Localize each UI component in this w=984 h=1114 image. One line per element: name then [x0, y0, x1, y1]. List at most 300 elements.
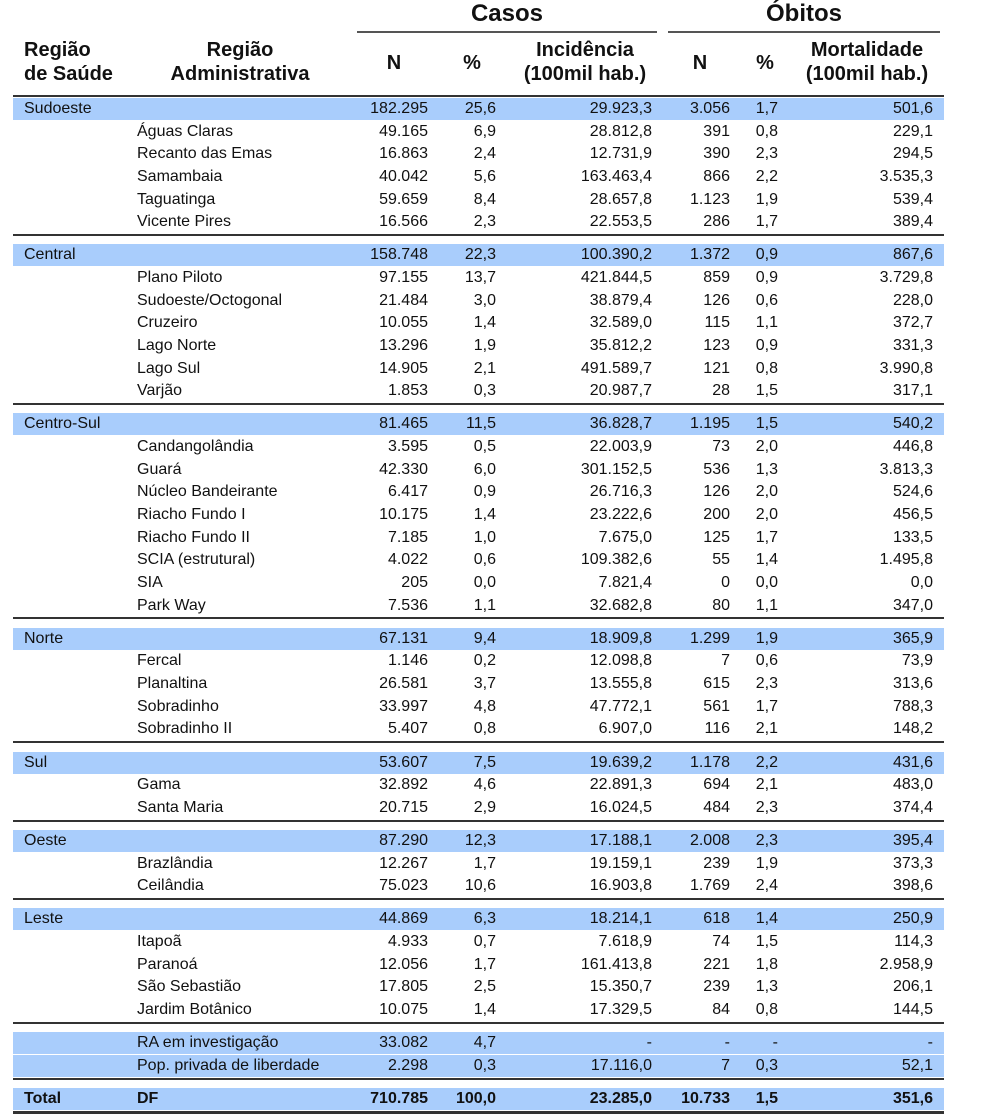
ra-name: Santa Maria: [137, 798, 224, 816]
region-name: Centro-Sul: [24, 415, 101, 433]
cell-obitos-pct: 0,9: [755, 269, 778, 287]
cell-incidencia: 18.214,1: [589, 910, 652, 928]
cell-obitos-n: 74: [712, 933, 730, 951]
section-rule: [13, 820, 944, 822]
cell-casos-pct: 0,3: [473, 1056, 496, 1074]
cell-mortalidade: 114,3: [894, 933, 933, 951]
extra-row: [0, 1034, 984, 1054]
cell-casos-pct: 4,7: [473, 1034, 496, 1052]
cell-obitos-pct: 0,8: [755, 1001, 778, 1019]
cell-casos-pct: 100,0: [455, 1090, 496, 1107]
cell-incidencia: 7.821,4: [598, 574, 652, 591]
cell-obitos-n: 239: [703, 978, 730, 996]
cell-mortalidade: 3.813,3: [879, 460, 933, 478]
cell-obitos-pct: 1,9: [755, 629, 778, 647]
cell-obitos-pct: 2,0: [755, 483, 778, 501]
header-casos-n: N: [386, 52, 402, 74]
total-row: [0, 1090, 984, 1110]
cell-obitos-n: 239: [703, 854, 730, 872]
cell-obitos-n: 116: [704, 720, 730, 738]
cell-incidencia: 29.923,3: [589, 100, 652, 117]
ra-name: Núcleo Bandeirante: [137, 483, 278, 501]
cell-casos-n: 205: [401, 574, 428, 591]
cell-obitos-pct: 1,4: [755, 910, 778, 928]
cell-casos-n: 49.165: [379, 122, 428, 140]
cell-obitos-n: 10.733: [681, 1090, 730, 1107]
region-row: [0, 415, 984, 435]
cell-incidencia: 23.222,6: [589, 506, 652, 524]
ra-name: Candangolândia: [137, 438, 254, 456]
cell-mortalidade: 372,7: [892, 314, 933, 332]
cell-incidencia: 17.188,1: [589, 832, 652, 849]
cell-obitos-n: 28: [712, 382, 730, 400]
header-incidencia: [510, 38, 660, 86]
cell-casos-pct: 0,2: [473, 652, 496, 670]
cell-casos-pct: 1,4: [473, 506, 496, 524]
cell-casos-n: 26.581: [379, 675, 428, 693]
cell-casos-n: 12.267: [379, 854, 428, 872]
cell-obitos-n: 561: [703, 697, 730, 715]
cell-casos-n: 20.715: [379, 798, 428, 816]
cell-obitos-pct: 1,5: [755, 415, 778, 433]
cell-obitos-pct: 1,5: [755, 933, 778, 951]
cell-casos-pct: 6,3: [473, 910, 496, 928]
cell-casos-n: 182.295: [370, 100, 428, 117]
ra-name: Fercal: [137, 652, 182, 670]
header-obitos-pct: %: [756, 52, 774, 74]
header-mortalidade-line1: Mortalidade: [810, 39, 924, 61]
cell-obitos-n: 1.769: [689, 877, 730, 895]
cell-mortalidade: 52,1: [901, 1056, 933, 1074]
region-name: Norte: [24, 629, 64, 647]
header-mortalidade-line2: (100mil hab.): [805, 63, 929, 85]
cell-mortalidade: 374,4: [892, 798, 933, 816]
section-rule: [13, 234, 944, 236]
cell-mortalidade: 540,2: [892, 415, 933, 433]
cell-obitos-n: 615: [703, 675, 730, 693]
section-rule: [13, 1111, 944, 1114]
cell-obitos-pct: 2,1: [755, 720, 778, 738]
cell-incidencia: 18.909,8: [589, 629, 652, 647]
extra-row: [0, 1057, 984, 1077]
cell-obitos-pct: 0,9: [755, 337, 778, 354]
header-rule: [13, 95, 944, 97]
ra-name: Águas Claras: [137, 122, 234, 140]
ra-row: [0, 698, 984, 718]
cell-incidencia: 20.987,7: [589, 382, 652, 400]
header-regiao-administrativa: [150, 38, 330, 86]
cell-casos-n: 6.417: [387, 483, 428, 501]
ra-row: [0, 213, 984, 233]
cell-casos-n: 16.566: [379, 213, 428, 231]
cell-casos-n: 87.290: [379, 832, 428, 849]
cell-mortalidade: 206,1: [892, 978, 933, 996]
header-regiao-saude-line1: Região: [24, 39, 91, 61]
cell-casos-pct: 10,6: [464, 877, 496, 895]
cell-casos-pct: 6,9: [473, 122, 496, 140]
cell-obitos-pct: 0,6: [755, 291, 778, 309]
cell-obitos-pct: 0,3: [755, 1056, 778, 1074]
ra-row: [0, 269, 984, 289]
ra-row: [0, 337, 984, 357]
cell-casos-n: 1.853: [387, 382, 428, 400]
ra-row: [0, 855, 984, 875]
cell-obitos-n: 484: [703, 798, 730, 816]
cell-obitos-pct: 0,0: [755, 574, 778, 591]
header-regiao-admin-line2: Administrativa: [170, 63, 310, 85]
cell-incidencia: 32.589,0: [589, 314, 652, 332]
cell-mortalidade: 347,0: [892, 596, 933, 614]
cell-casos-pct: 0,3: [473, 382, 496, 400]
cell-casos-pct: 1,0: [473, 528, 496, 546]
cell-casos-n: 40.042: [379, 167, 428, 185]
header-incidencia-line2: (100mil hab.): [523, 63, 647, 85]
cell-casos-n: 10.175: [379, 506, 428, 524]
cell-obitos-n: 1.178: [689, 753, 730, 771]
cell-obitos-n: 55: [712, 551, 730, 569]
cell-casos-n: 14.905: [379, 359, 428, 377]
cell-casos-pct: 0,7: [473, 933, 496, 951]
cell-obitos-n: 115: [704, 314, 730, 332]
ra-row: [0, 292, 984, 312]
cell-casos-n: 97.155: [379, 269, 428, 287]
ra-row: [0, 461, 984, 481]
ra-row: [0, 123, 984, 143]
ra-row: [0, 933, 984, 953]
cell-casos-pct: 2,1: [473, 359, 496, 377]
region-name: Leste: [24, 910, 64, 928]
cell-mortalidade: 228,0: [892, 291, 933, 309]
cell-obitos-n: 618: [703, 910, 730, 928]
total-label: Total: [24, 1090, 62, 1107]
ra-name: Plano Piloto: [137, 269, 223, 287]
cell-casos-n: 13.296: [379, 337, 428, 354]
cell-incidencia: 491.589,7: [580, 359, 652, 377]
ra-name: Cruzeiro: [137, 314, 198, 332]
cell-obitos-n: 1.372: [689, 246, 730, 264]
cell-incidencia: 163.463,4: [580, 167, 652, 185]
cell-incidencia: -: [646, 1034, 652, 1052]
ra-name: Riacho Fundo II: [137, 528, 250, 546]
ra-name: Recanto das Emas: [137, 145, 273, 163]
ra-row: [0, 597, 984, 617]
cell-casos-pct: 1,7: [473, 955, 496, 973]
cell-casos-pct: 1,4: [473, 314, 496, 332]
cell-incidencia: 13.555,8: [589, 675, 652, 693]
cell-incidencia: 7.675,0: [598, 528, 652, 546]
ra-name: Paranoá: [137, 955, 198, 973]
cell-obitos-n: 126: [703, 291, 730, 309]
cell-incidencia: 28.657,8: [589, 190, 652, 208]
cell-obitos-n: 391: [703, 122, 730, 140]
cell-obitos-n: 0: [721, 574, 730, 591]
cell-obitos-pct: 1,9: [755, 854, 778, 872]
cell-obitos-n: 123: [703, 337, 730, 354]
cell-casos-n: 1.146: [387, 652, 428, 670]
cell-casos-pct: 6,0: [473, 460, 496, 478]
cell-mortalidade: 73,9: [901, 652, 933, 670]
cell-mortalidade: 229,1: [892, 122, 933, 140]
ra-row: [0, 483, 984, 503]
cell-incidencia: 17.329,5: [589, 1001, 652, 1019]
region-name: Central: [24, 246, 76, 264]
cell-incidencia: 22.003,9: [589, 438, 652, 456]
cell-incidencia: 47.772,1: [589, 697, 652, 715]
section-rule: [13, 741, 944, 743]
ra-name: Jardim Botânico: [137, 1001, 252, 1019]
cell-mortalidade: 373,3: [892, 854, 933, 872]
ra-row: [0, 1001, 984, 1021]
cell-obitos-n: 84: [712, 1001, 730, 1019]
ra-name: SIA: [137, 574, 163, 591]
cell-casos-n: 59.659: [379, 190, 428, 208]
extra-name: RA em investigação: [137, 1034, 279, 1052]
cell-mortalidade: 501,6: [892, 100, 933, 117]
ra-row: [0, 382, 984, 402]
cell-obitos-n: 866: [703, 167, 730, 185]
cell-incidencia: 12.098,8: [589, 652, 652, 670]
ra-name: Planaltina: [137, 675, 208, 693]
cell-obitos-n: 694: [703, 776, 730, 794]
cell-obitos-pct: 1,5: [755, 382, 778, 400]
cell-casos-n: 42.330: [379, 460, 428, 478]
cell-obitos-n: 1.195: [689, 415, 730, 433]
cell-casos-pct: 0,9: [473, 483, 496, 501]
cell-obitos-n: 200: [703, 506, 730, 524]
cell-casos-n: 53.607: [379, 753, 428, 771]
region-row: [0, 832, 984, 852]
cell-casos-n: 81.465: [379, 415, 428, 433]
cell-obitos-n: 80: [712, 596, 730, 614]
cell-incidencia: 19.639,2: [589, 753, 652, 771]
cell-casos-n: 10.055: [379, 314, 428, 332]
cell-obitos-pct: 1,7: [755, 528, 778, 546]
cell-mortalidade: 0,0: [910, 574, 933, 591]
cell-obitos-pct: 0,8: [755, 359, 778, 377]
header-obitos-n: N: [692, 52, 708, 74]
region-name: Oeste: [24, 832, 67, 849]
cell-mortalidade: 3.990,8: [879, 359, 933, 377]
cell-casos-pct: 3,0: [473, 291, 496, 309]
ra-row: [0, 877, 984, 897]
ra-name: Samambaia: [137, 167, 223, 185]
cell-casos-n: 33.997: [379, 697, 428, 715]
cell-casos-pct: 9,4: [473, 629, 496, 647]
cell-mortalidade: 133,5: [892, 528, 933, 546]
cell-obitos-pct: 2,3: [755, 675, 778, 693]
cell-obitos-pct: 0,8: [755, 122, 778, 140]
cell-obitos-n: 286: [703, 213, 730, 231]
ra-row: [0, 652, 984, 672]
cell-mortalidade: 483,0: [892, 776, 933, 794]
cell-mortalidade: 1.495,8: [879, 551, 933, 569]
cell-casos-n: 7.536: [387, 596, 428, 614]
ra-name: Vicente Pires: [137, 213, 231, 231]
cell-casos-pct: 25,6: [464, 100, 496, 117]
header-regiao-saude-line2: de Saúde: [24, 63, 113, 85]
cell-mortalidade: 2.958,9: [879, 955, 933, 973]
cell-incidencia: 16.024,5: [589, 798, 652, 816]
cell-mortalidade: 250,9: [892, 910, 933, 928]
header-casos-pct: %: [463, 52, 481, 74]
obitos-group-underline: [668, 31, 940, 33]
cell-mortalidade: 539,4: [892, 190, 933, 208]
cell-incidencia: 16.903,8: [589, 877, 652, 895]
region-row: [0, 910, 984, 930]
cell-obitos-pct: 2,2: [755, 753, 778, 771]
cell-mortalidade: 3.535,3: [879, 167, 933, 185]
cell-casos-n: 710.785: [370, 1090, 428, 1107]
cell-casos-pct: 22,3: [464, 246, 496, 264]
cell-mortalidade: 431,6: [892, 753, 933, 771]
cell-incidencia: 22.891,3: [589, 776, 652, 794]
cell-casos-pct: 0,8: [473, 720, 496, 738]
cell-casos-pct: 3,7: [473, 675, 496, 693]
ra-row: [0, 438, 984, 458]
ra-row: [0, 360, 984, 380]
cell-casos-pct: 8,4: [473, 190, 496, 208]
cell-casos-n: 5.407: [387, 720, 428, 738]
cell-obitos-n: 2.008: [689, 832, 730, 849]
cell-obitos-n: -: [724, 1034, 730, 1052]
cell-casos-pct: 2,3: [473, 213, 496, 231]
cell-incidencia: 12.731,9: [589, 145, 652, 163]
cell-obitos-pct: 1,3: [755, 460, 778, 478]
cell-incidencia: 32.682,8: [589, 596, 652, 614]
cell-obitos-pct: 1,7: [755, 100, 778, 117]
cell-mortalidade: 365,9: [892, 629, 933, 647]
ra-name: Sobradinho II: [137, 720, 233, 738]
cell-casos-pct: 2,4: [473, 145, 496, 163]
cell-mortalidade: 524,6: [892, 483, 933, 501]
ra-row: [0, 675, 984, 695]
ra-row: [0, 978, 984, 998]
cell-obitos-pct: 1,8: [755, 955, 778, 973]
cell-incidencia: 36.828,7: [589, 415, 652, 433]
cell-casos-pct: 2,9: [473, 798, 496, 816]
cell-incidencia: 7.618,9: [598, 933, 652, 951]
region-row: [0, 246, 984, 266]
ra-name: Varjão: [137, 382, 183, 400]
cell-obitos-pct: 2,0: [755, 438, 778, 456]
cell-obitos-pct: 1,1: [755, 596, 778, 614]
ra-row: [0, 529, 984, 549]
cell-mortalidade: 148,2: [892, 720, 933, 738]
cell-casos-n: 3.595: [387, 438, 428, 456]
cell-casos-pct: 2,5: [473, 978, 496, 996]
ra-row: [0, 776, 984, 796]
ra-name: São Sebastião: [137, 978, 242, 996]
total-name: DF: [137, 1090, 159, 1107]
cell-casos-n: 21.484: [379, 291, 428, 309]
cell-obitos-n: 7: [721, 1056, 730, 1074]
cell-obitos-pct: 2,4: [755, 877, 778, 895]
cell-obitos-n: 125: [703, 528, 730, 546]
cell-incidencia: 161.413,8: [580, 955, 652, 973]
cell-obitos-pct: 2,0: [755, 506, 778, 524]
section-rule: [13, 1022, 944, 1024]
header-mortalidade: [792, 38, 942, 86]
cell-obitos-pct: 1,7: [755, 213, 778, 231]
ra-name: SCIA (estrutural): [137, 551, 256, 569]
cell-casos-n: 32.892: [379, 776, 428, 794]
cell-casos-n: 10.075: [379, 1001, 428, 1019]
cell-casos-pct: 0,0: [473, 574, 496, 591]
cell-incidencia: 421.844,5: [580, 269, 652, 287]
region-row: [0, 630, 984, 650]
cell-mortalidade: 3.729,8: [879, 269, 933, 287]
cell-mortalidade: 144,5: [892, 1001, 933, 1019]
section-rule: [13, 1078, 944, 1080]
section-rule: [13, 617, 944, 619]
ra-row: [0, 314, 984, 334]
cell-casos-pct: 7,5: [473, 753, 496, 771]
header-regiao-saude: [24, 38, 113, 86]
cell-mortalidade: 867,6: [892, 246, 933, 264]
cell-mortalidade: -: [927, 1034, 933, 1052]
cell-mortalidade: 395,4: [892, 832, 933, 849]
cell-incidencia: 15.350,7: [589, 978, 652, 996]
section-rule: [13, 898, 944, 900]
cell-incidencia: 301.152,5: [580, 460, 652, 478]
ra-name: Ceilândia: [137, 877, 204, 895]
cell-obitos-n: 536: [703, 460, 730, 478]
ra-row: [0, 799, 984, 819]
cell-incidencia: 22.553,5: [589, 213, 652, 231]
casos-group-underline: [357, 31, 657, 33]
casos-group-header: Casos: [470, 0, 544, 27]
ra-name: Itapoã: [137, 933, 182, 951]
cell-casos-pct: 4,8: [473, 697, 496, 715]
ra-row: [0, 191, 984, 211]
cell-mortalidade: 294,5: [892, 145, 933, 163]
ra-row: [0, 551, 984, 571]
cell-mortalidade: 351,6: [892, 1090, 933, 1107]
cell-mortalidade: 317,1: [892, 382, 933, 400]
cell-incidencia: 38.879,4: [589, 291, 652, 309]
cell-obitos-pct: 1,3: [755, 978, 778, 996]
cell-casos-pct: 1,4: [473, 1001, 496, 1019]
cell-incidencia: 6.907,0: [598, 720, 652, 738]
cell-casos-n: 67.131: [379, 629, 428, 647]
cell-mortalidade: 788,3: [892, 697, 933, 715]
obitos-group-header: Óbitos: [766, 0, 842, 27]
cell-mortalidade: 331,3: [892, 337, 933, 354]
cell-casos-pct: 12,3: [464, 832, 496, 849]
ra-name: Brazlândia: [137, 854, 213, 872]
cell-casos-n: 4.933: [387, 933, 428, 951]
cell-obitos-pct: 0,6: [755, 652, 778, 670]
cell-incidencia: 19.159,1: [589, 854, 652, 872]
ra-name: Gama: [137, 776, 181, 794]
ra-name: Park Way: [137, 596, 206, 614]
ra-name: Guará: [137, 460, 182, 478]
cell-obitos-pct: 2,1: [755, 776, 778, 794]
cell-incidencia: 35.812,2: [589, 337, 652, 354]
cell-incidencia: 109.382,6: [580, 551, 652, 569]
cell-obitos-pct: 1,9: [755, 190, 778, 208]
ra-row: [0, 145, 984, 165]
header-regiao-admin-line1: Região: [206, 39, 274, 61]
cell-obitos-pct: 2,3: [755, 145, 778, 163]
region-name: Sudoeste: [24, 100, 92, 117]
cell-casos-n: 7.185: [387, 528, 428, 546]
cell-casos-pct: 5,6: [473, 167, 496, 185]
cell-obitos-n: 221: [703, 955, 730, 973]
cell-casos-pct: 0,5: [473, 438, 496, 456]
ra-name: Sobradinho: [137, 697, 219, 715]
cell-casos-n: 4.022: [387, 551, 428, 569]
